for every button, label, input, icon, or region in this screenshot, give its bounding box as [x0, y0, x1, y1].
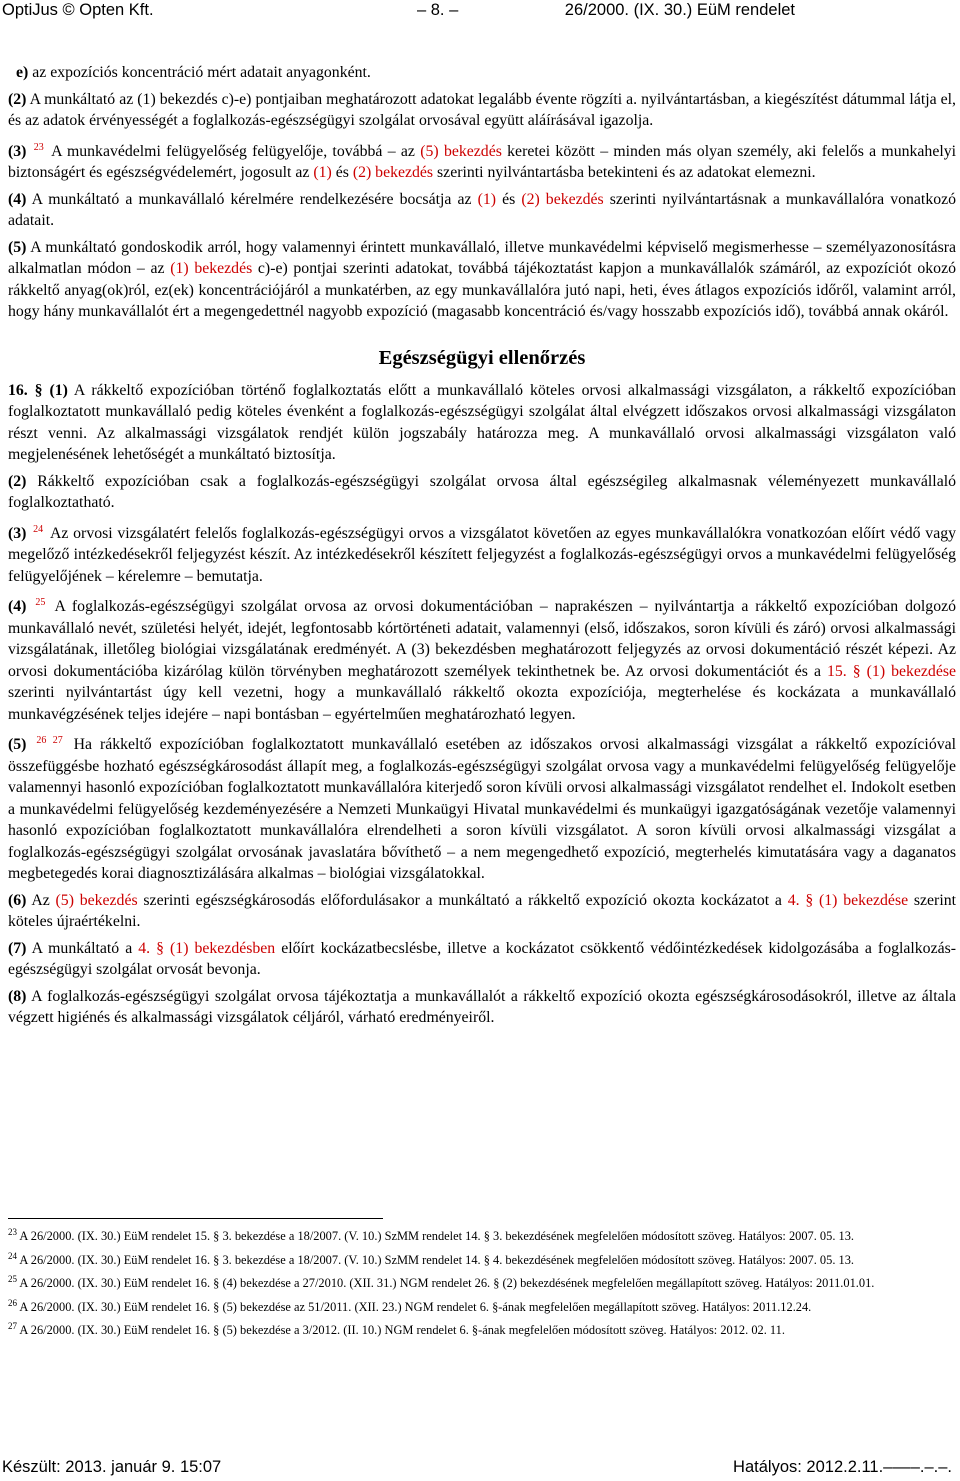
page-number: – 8. –	[417, 1, 459, 19]
section-16-paragraph-2	[8, 471, 956, 514]
footnote-text: A 26/2000. (IX. 30.) EüM rendelet 16. § 3. bekezdése a 18/2007. (V. 10.) SzMM rendelet 14. § 4. bekezdésének megfelelően módosított szöveg. Hatályos: 2007. 05. 13.	[19, 1252, 855, 1267]
paragraph-text: A munkavédelmi felügyelőség felügyelője, továbbá – az	[51, 142, 415, 160]
cross-reference-link[interactable]: (1)	[477, 190, 496, 208]
footnote-number: 24	[8, 1250, 17, 1261]
section-heading: Egészségügyi ellenőrzés	[378, 346, 586, 369]
cross-reference-link[interactable]: 4. § (1) bekezdésben	[138, 939, 276, 957]
page-header	[0, 0, 960, 24]
cross-reference-link[interactable]: (1)	[313, 164, 332, 181]
footnote	[8, 1223, 956, 1246]
section-16-paragraph-1	[8, 380, 956, 466]
paragraph-text: A rákkeltő expozícióban történő foglalkoztatás előtt a munkavállaló köteles orvosi alkalmassági vizsgálaton, a rákkeltő expozícióban foglalkoztatott munkavállaló pedig köteles évenként a foglalkozás-egészségügyi szolgálat által elvégzett időszakos orvosi alkalmassági vizsgálaton részt venni. Az alkalmassági vizsgálatok rendjét külön jogszabály határozza meg. A munkavállaló orvosi alkalmassági vizsgálaton való megjelenésének lehetőségét a munkáltató biztosítja.	[8, 381, 957, 463]
paragraph-number: (2)	[8, 90, 27, 108]
footnote	[8, 1270, 956, 1293]
footnote-ref-link[interactable]: 26 27	[36, 735, 63, 746]
paragraph-text: Ha rákkeltő expozícióban foglalkoztatott munkavállaló esetében az időszakos orvosi alkalmassági vizsgálat a rákkeltő expozícióval összefüggésbe hozható egészségkárosodást állapít meg, a foglalkozás-egészségügyi szolgálat orvosa vagy a munkavédelmi felügyelőség felügyelője valamennyi hasonló expozícióban foglalkoztatott munkavállalóra kiterjedő soron kívüli orvosi alkalmassági vizsgálatot rendelhet el. Indokolt esetben a munkavédelmi felügyelőség kezdeményezésére a Nemzeti Munkaügyi Hivatal munkavédelmi és munkaügyi igazgatóságának vezetője valamennyi hasonló expozícióban foglalkoztatott munkavállalóra elrendelheti a soron kívüli vizsgálatot. A soron kívüli orvosi alkalmassági vizsgálat a foglalkozás-egészségügyi szolgálat orvosának javaslatára bővíthető – a nem megengedhető expozíció, megterhelés kimutatására vagy a daganatos megbetegedés korai diagnosztizálására alkalmas – biológiai vizsgálatokkal.	[8, 736, 957, 882]
paragraph-text: A foglalkozás-egészségügyi szolgálat orvosa tájékoztatja a munkavállalót a rákkeltő expozíció okozta egészségkárosodásokról, illetve az általa végzett higiénés és alkalmassági vizsgálatok céljáról, várható eredményeiről.	[8, 987, 956, 1026]
paragraph-2	[8, 89, 956, 132]
paragraph-text: az expozíciós koncentráció mért adatait anyagonként.	[32, 64, 371, 81]
footnote-divider	[8, 1218, 383, 1219]
cross-reference-link[interactable]: (1) bekezdés	[170, 260, 253, 277]
paragraph-number: (2)	[8, 472, 27, 490]
cross-reference-link[interactable]: (2) bekezdés	[521, 190, 604, 208]
section-16-paragraph-5	[8, 730, 956, 885]
paragraph-text: és	[335, 164, 349, 181]
paragraph-number: (4)	[8, 190, 27, 208]
paragraph-number: (5)	[8, 238, 27, 256]
section-16-paragraph-8	[8, 986, 956, 1029]
paragraph-text: A munkáltató gondoskodik arról, hogy valamennyi érintett munkavállaló, illetve munkavédelmi képviselő megismerhesse – személyazonosításra alkalmatlan módon – az	[8, 238, 956, 277]
cross-reference-link[interactable]: (5) bekezdés	[55, 891, 138, 909]
cross-reference-link[interactable]: (5) bekezdés	[420, 142, 502, 160]
footnote-ref-link[interactable]: 24	[33, 523, 44, 535]
paragraph-3	[8, 137, 956, 184]
footnote-number: 26	[8, 1297, 17, 1308]
cross-reference-link[interactable]: 4. § (1) bekezdése	[787, 891, 909, 909]
footnote	[8, 1247, 956, 1270]
footnote-text: A 26/2000. (IX. 30.) EüM rendelet 16. § (4) bekezdése a 27/2010. (XII. 31.) NGM rendelet 26. § (2) bekezdésének megfelelően megállapított szöveg. Hatályos: 2011.01.01.	[19, 1276, 875, 1290]
footnote-number: 23	[8, 1227, 17, 1237]
paragraph-number: (8)	[8, 987, 27, 1005]
cross-reference-link[interactable]: 15. § (1) bekezdése	[826, 662, 956, 680]
paragraph-text: Az orvosi vizsgálatért felelős foglalkozás-egészségügyi orvos a vizsgálatot követően az egyes munkavállalókra vonatkozóan előírt védő vagy megelőző intézkedésekről feljegyzést készít. Az intézkedésekről készített feljegyzést a foglalkozás-egészségügyi orvos a munkavédelmi felügyelőség felügyelőjének – kérelemre – bemutatja.	[8, 524, 957, 585]
effective-date: Hatályos: 2012.2.11.––––.–.–.	[733, 1458, 952, 1476]
paragraph-text: c)-e) pontjai szerinti adatokat, továbbá tájékoztatást kapjon a munkavállalók számáról, az expozíciót okozó rákkeltő anyag(ok)ról, ez(ek) koncentrációjáról a munkatérben, az egy munkavállalóra jutó napi, heti, éves átlagos expozíciós időről, valamint arról, hogy hány munkavállalót ért a megengedettnél nagyobb expozíció (magasabb koncentráció és/vagy hosszabb expozíciós idő), továbbá annak okáról.	[8, 260, 956, 320]
document-title: 26/2000. (IX. 30.) EüM rendelet	[564, 1, 795, 19]
paragraph-text: előírt kockázatbecslésbe, illetve a kockázatot csökkentő védőintézkedések kidolgozásába a foglalkozás-egészségügyi szolgálat orvosát bevonja.	[8, 939, 957, 978]
cross-reference-link[interactable]: (2) bekezdés	[352, 164, 434, 181]
section-16-paragraph-4	[8, 592, 956, 725]
section-16-paragraph-6	[8, 890, 956, 933]
footnote	[8, 1294, 956, 1317]
paragraph-number: (7)	[8, 939, 27, 957]
paragraph-text: szerinti egészségkárosodás előfordulásakor a munkáltató a rákkeltő expozíció okozta kockázatot a	[143, 891, 782, 909]
paragraph-text: szerinti nyilvántartást úgy kell vezetni, hogy a munkavállaló rákkeltő okozta expozíciója, megterhelése és kockázata a munkavállaló munkavégzésének teljes idejére – napi bontásban – egyértelműen meghatározható legyen.	[8, 684, 956, 723]
paragraph-text: szerinti nyilvántartásnak a munkavállalóra vonatkozó adatait.	[8, 190, 957, 229]
footnote-number: 27	[8, 1321, 17, 1331]
footnote-text: A 26/2000. (IX. 30.) EüM rendelet 15. § 3. bekezdése a 18/2007. (V. 10.) SzMM rendelet 14. § 3. bekezdésének megfelelően módosított szöveg. Hatályos: 2007. 05. 13.	[19, 1229, 855, 1243]
section-number: 16. §	[8, 381, 43, 399]
footnote-number: 25	[8, 1274, 17, 1284]
paragraph-e	[8, 62, 956, 84]
paragraph-text: Rákkeltő expozícióban csak a foglalkozás-egészségügyi szolgálat orvosa által egészségileg alkalmasnak véleményezett munkavállaló foglalkoztatható.	[8, 472, 956, 511]
page-footer	[0, 1456, 960, 1480]
paragraph-text: A munkáltató a munkavállaló kérelmére rendelkezésére bocsátja az	[31, 190, 472, 208]
paragraph-number: (4)	[8, 598, 27, 615]
paragraph-text: A munkáltató az (1) bekezdés c)-e) pontjaiban meghatározott adatokat legalább évente rögzíti a. nyilvántartásban, a kiegészítést dátummal látja el, és az adatok érvényességét a foglalkozás-egészségügyi szolgálat orvosával együtt aláírásával igazolja.	[8, 90, 956, 129]
footnotes	[8, 1223, 956, 1341]
paragraph-text: szerinti nyilvántartásba betekinteni és az adatokat elemezni.	[437, 164, 816, 181]
document-body	[8, 62, 956, 1034]
paragraph-number: (1)	[49, 381, 68, 399]
paragraph-number: (5)	[8, 736, 27, 753]
footnote-text: A 26/2000. (IX. 30.) EüM rendelet 16. § (5) bekezdése az 51/2011. (XII. 23.) NGM rendelet 6. §-ának megfelelően megállapított szöveg. Hatályos: 2011.12.24.	[19, 1299, 812, 1314]
footnote-text: A 26/2000. (IX. 30.) EüM rendelet 16. § (5) bekezdése a 3/2012. (II. 10.) NGM rendelet 6. §-ának megfelelően módosított szöveg. Hatályos: 2012. 02. 11.	[19, 1323, 785, 1337]
paragraph-5	[8, 237, 956, 323]
section-16-paragraph-7	[8, 938, 956, 981]
footnote-ref-link[interactable]: 23	[33, 141, 44, 153]
footnote-ref-link[interactable]: 25	[35, 597, 46, 608]
section-16-paragraph-3	[8, 519, 956, 588]
paragraph-text: A foglalkozás-egészségügyi szolgálat orvosa az orvosi dokumentációban – naprakészen – nyilvántartja a rákkeltő expozícióban dolgozó munkavállaló nevét, születési helyét, idejét, legfontosabb kórtörténeti adatait, valamennyi (első, időszakos, soron kívüli és záró) orvosi alkalmassági vizsgálatának, illetőleg biológiai vizsgálatának eredményét. A (3) bekezdésben meghatározott feljegyzés az orvosi dokumentáció részét képezi. Az orvosi dokumentációba kizárólag külön törvényben meghatározott személyek tekinthetnek be. Az orvosi dokumentációt és a	[8, 598, 957, 680]
paragraph-number: (3)	[8, 142, 27, 160]
paragraph-number: (6)	[8, 891, 27, 909]
paragraph-text: Az	[31, 891, 50, 909]
paragraph-4	[8, 189, 956, 232]
paragraph-text: A munkáltató a	[31, 939, 133, 957]
paragraph-text: szerint köteles újraértékelni.	[8, 891, 956, 930]
paragraph-number: (3)	[8, 524, 27, 542]
paragraph-text: és	[502, 190, 516, 208]
footnote	[8, 1317, 956, 1340]
publisher-label: OptiJus © Opten Kft.	[2, 1, 154, 19]
paragraph-text: keretei között – minden más olyan személy, aki felelős a munkahelyi biztonságért és egészségvédelemért, jogosult az	[8, 142, 957, 181]
point-number: e)	[16, 64, 29, 81]
created-date: Készült: 2013. január 9. 15:07	[2, 1458, 222, 1476]
